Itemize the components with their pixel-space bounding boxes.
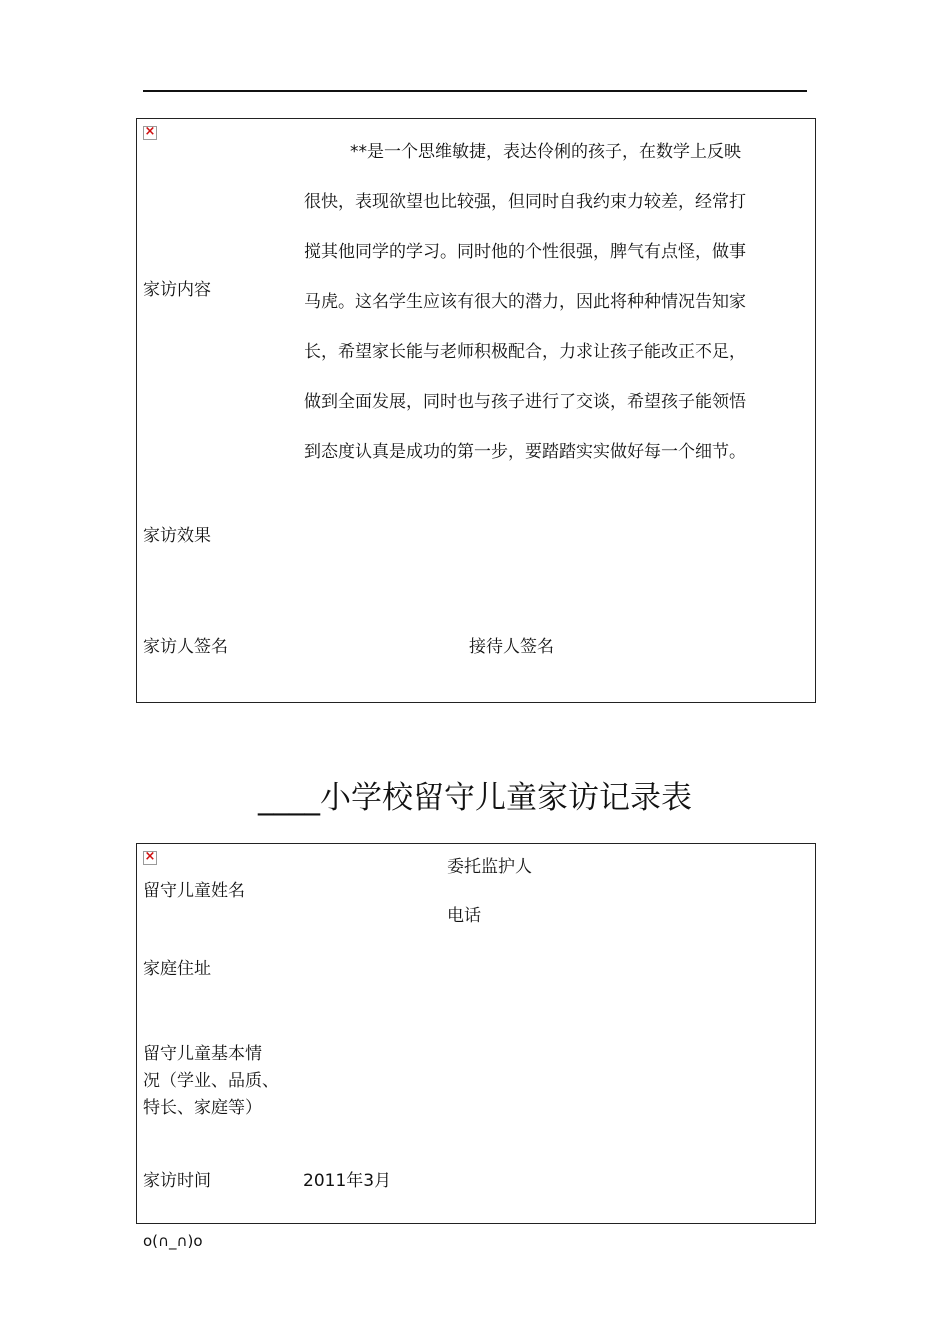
- content-line: 搅其他同学的学习。同时他的个性很强，脾气有点怪，做事: [304, 242, 746, 262]
- visit-content-paragraph: [304, 127, 784, 477]
- broken-image-icon: [143, 851, 157, 865]
- content-line: 长，希望家长能与老师积极配合，力求让孩子能改正不足，: [304, 342, 746, 362]
- content-line: 到态度认真是成功的第一步，要踏踏实实做好每一个细节。: [304, 442, 746, 462]
- guardian-label: 委托监护人: [447, 857, 532, 877]
- broken-image-icon: [143, 126, 157, 140]
- child-name-label: 留守儿童姓名: [143, 881, 245, 901]
- basic-info-line: 留守儿童基本情: [143, 1044, 262, 1064]
- receiver-signature-label: 接待人签名: [469, 637, 554, 657]
- form-title: ____小学校留守儿童家访记录表: [258, 780, 692, 816]
- visit-effect-label: 家访效果: [143, 526, 211, 546]
- basic-info-line: 特长、家庭等）: [143, 1098, 262, 1118]
- visitor-signature-label: 家访人签名: [143, 637, 228, 657]
- content-line: 做到全面发展，同时也与孩子进行了交谈，希望孩子能领悟: [304, 392, 746, 412]
- footer-emoticon: o(∩_∩)o: [143, 1232, 203, 1250]
- content-line: 马虎。这名学生应该有很大的潜力，因此将种种情况告知家: [304, 292, 746, 312]
- content-line: 很快，表现欲望也比较强，但同时自我约束力较差，经常打: [304, 192, 746, 212]
- header-rule: [143, 90, 807, 92]
- content-line: **是一个思维敏捷，表达伶俐的孩子，在数学上反映: [350, 142, 741, 162]
- basic-info-label: [143, 1041, 279, 1122]
- visit-time-label: 家访时间: [143, 1171, 211, 1191]
- phone-label: 电话: [447, 906, 481, 926]
- home-address-label: 家庭住址: [143, 959, 211, 979]
- basic-info-line: 况（学业、品质、: [143, 1071, 279, 1091]
- visit-content-label: 家访内容: [143, 280, 211, 300]
- visit-time-value: 2011年3月: [303, 1171, 392, 1191]
